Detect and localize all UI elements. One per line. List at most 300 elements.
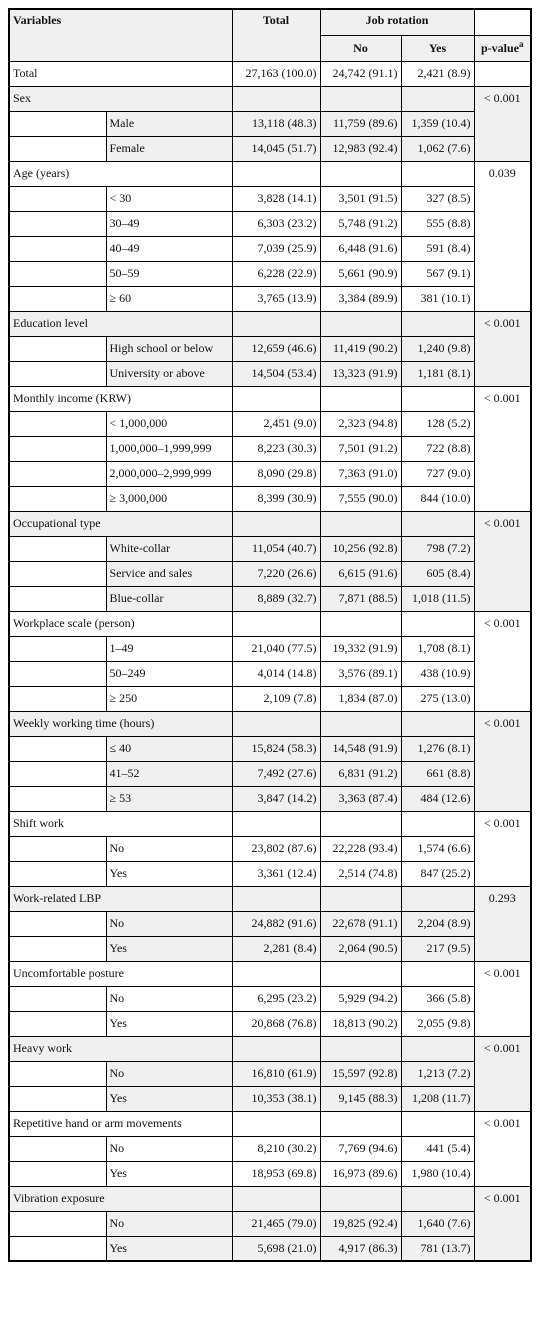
row-yes: 605 (8.4): [401, 561, 474, 586]
row-no: 19,825 (92.4): [320, 1211, 401, 1236]
table-row: [9, 911, 531, 936]
p-value-cell: < 0.001: [474, 86, 531, 161]
group-empty-cell: [232, 511, 320, 536]
table-row: [9, 536, 531, 561]
indent-cell: [9, 1211, 106, 1236]
group-empty-cell: [320, 711, 401, 736]
indent-cell: [9, 736, 106, 761]
row-yes: 217 (9.5): [401, 936, 474, 961]
header-p-value-footnote: a: [519, 38, 524, 49]
row-total: 21,040 (77.5): [232, 636, 320, 661]
row-total: 8,223 (30.3): [232, 436, 320, 461]
total-row-yes: 2,421 (8.9): [401, 61, 474, 86]
row-total: 23,802 (87.6): [232, 836, 320, 861]
indent-cell: [9, 861, 106, 886]
group-empty-cell: [320, 311, 401, 336]
total-row: [9, 61, 531, 86]
group-header-row: [9, 886, 531, 911]
row-no: 13,323 (91.9): [320, 361, 401, 386]
row-total: 3,828 (14.1): [232, 186, 320, 211]
row-total: 14,045 (51.7): [232, 136, 320, 161]
group-label: Sex: [9, 86, 232, 111]
group-label: Uncomfortable posture: [9, 961, 232, 986]
row-no: 5,748 (91.2): [320, 211, 401, 236]
row-label: 41–52: [106, 761, 232, 786]
table-row: [9, 1061, 531, 1086]
row-total: 6,228 (22.9): [232, 261, 320, 286]
group-empty-cell: [401, 886, 474, 911]
group-header-row: [9, 811, 531, 836]
header-total: Total: [232, 9, 320, 61]
row-no: 6,831 (91.2): [320, 761, 401, 786]
row-total: 13,118 (48.3): [232, 111, 320, 136]
group-empty-cell: [320, 961, 401, 986]
group-header-row: [9, 1186, 531, 1211]
row-no: 3,576 (89.1): [320, 661, 401, 686]
row-label: ≥ 60: [106, 286, 232, 311]
group-empty-cell: [232, 961, 320, 986]
indent-cell: [9, 211, 106, 236]
group-empty-cell: [320, 511, 401, 536]
row-total: 21,465 (79.0): [232, 1211, 320, 1236]
p-value-cell: < 0.001: [474, 611, 531, 711]
indent-cell: [9, 336, 106, 361]
row-total: 4,014 (14.8): [232, 661, 320, 686]
header-p-value: [474, 35, 531, 61]
row-no: 10,256 (92.8): [320, 536, 401, 561]
row-yes: 1,208 (11.7): [401, 1086, 474, 1111]
row-total: 20,868 (76.8): [232, 1011, 320, 1036]
group-empty-cell: [401, 811, 474, 836]
row-label: High school or below: [106, 336, 232, 361]
row-yes: 275 (13.0): [401, 686, 474, 711]
table-row: [9, 586, 531, 611]
group-empty-cell: [401, 161, 474, 186]
row-no: 7,363 (91.0): [320, 461, 401, 486]
table-row: [9, 361, 531, 386]
p-value-cell: < 0.001: [474, 511, 531, 611]
row-label: Yes: [106, 1086, 232, 1111]
header-blank: [474, 9, 531, 35]
group-empty-cell: [232, 1036, 320, 1061]
indent-cell: [9, 436, 106, 461]
group-label: Weekly working time (hours): [9, 711, 232, 736]
job-rotation-table: [8, 8, 532, 1262]
group-label: Work-related LBP: [9, 886, 232, 911]
row-total: 2,451 (9.0): [232, 411, 320, 436]
group-label: Vibration exposure: [9, 1186, 232, 1211]
row-total: 10,353 (38.1): [232, 1086, 320, 1111]
row-yes: 1,640 (7.6): [401, 1211, 474, 1236]
table-row: [9, 1236, 531, 1261]
indent-cell: [9, 836, 106, 861]
row-no: 5,661 (90.9): [320, 261, 401, 286]
table-row: [9, 211, 531, 236]
row-no: 15,597 (92.8): [320, 1061, 401, 1086]
group-header-row: [9, 711, 531, 736]
row-label: No: [106, 1136, 232, 1161]
data-table-wrapper: [8, 8, 532, 1262]
row-total: 7,220 (26.6): [232, 561, 320, 586]
indent-cell: [9, 1061, 106, 1086]
indent-cell: [9, 111, 106, 136]
table-row: [9, 1011, 531, 1036]
indent-cell: [9, 786, 106, 811]
table-body: [9, 61, 531, 1261]
group-empty-cell: [320, 1111, 401, 1136]
row-total: 8,399 (30.9): [232, 486, 320, 511]
indent-cell: [9, 761, 106, 786]
table-row: [9, 936, 531, 961]
row-label: 50–249: [106, 661, 232, 686]
table-row: [9, 1136, 531, 1161]
table-row: [9, 236, 531, 261]
p-value-cell: < 0.001: [474, 1111, 531, 1186]
indent-cell: [9, 286, 106, 311]
table-row: [9, 286, 531, 311]
row-yes: 591 (8.4): [401, 236, 474, 261]
group-empty-cell: [401, 711, 474, 736]
group-header-row: [9, 161, 531, 186]
indent-cell: [9, 1086, 106, 1111]
row-label: Yes: [106, 1011, 232, 1036]
row-no: 1,834 (87.0): [320, 686, 401, 711]
p-value-cell: 0.293: [474, 886, 531, 961]
group-label: Workplace scale (person): [9, 611, 232, 636]
row-yes: 798 (7.2): [401, 536, 474, 561]
group-empty-cell: [232, 161, 320, 186]
row-no: 22,228 (93.4): [320, 836, 401, 861]
row-total: 3,765 (13.9): [232, 286, 320, 311]
row-label: University or above: [106, 361, 232, 386]
row-label: No: [106, 911, 232, 936]
row-no: 22,678 (91.1): [320, 911, 401, 936]
header-no: No: [320, 35, 401, 61]
row-total: 14,504 (53.4): [232, 361, 320, 386]
row-total: 6,303 (23.2): [232, 211, 320, 236]
table-row: [9, 1086, 531, 1111]
indent-cell: [9, 911, 106, 936]
row-no: 3,501 (91.5): [320, 186, 401, 211]
group-empty-cell: [232, 1111, 320, 1136]
table-header: [9, 9, 531, 61]
row-total: 6,295 (23.2): [232, 986, 320, 1011]
indent-cell: [9, 236, 106, 261]
row-no: 11,759 (89.6): [320, 111, 401, 136]
p-value-cell: < 0.001: [474, 1186, 531, 1261]
group-empty-cell: [232, 886, 320, 911]
row-label: 50–59: [106, 261, 232, 286]
group-header-row: [9, 86, 531, 111]
indent-cell: [9, 136, 106, 161]
row-no: 11,419 (90.2): [320, 336, 401, 361]
indent-cell: [9, 561, 106, 586]
indent-cell: [9, 661, 106, 686]
row-label: Yes: [106, 936, 232, 961]
group-empty-cell: [320, 611, 401, 636]
indent-cell: [9, 461, 106, 486]
table-row: [9, 861, 531, 886]
row-yes: 484 (12.6): [401, 786, 474, 811]
row-yes: 1,276 (8.1): [401, 736, 474, 761]
group-empty-cell: [232, 1186, 320, 1211]
row-yes: 381 (10.1): [401, 286, 474, 311]
total-row-label: Total: [9, 61, 232, 86]
row-no: 6,448 (91.6): [320, 236, 401, 261]
row-no: 4,917 (86.3): [320, 1236, 401, 1261]
row-total: 8,889 (32.7): [232, 586, 320, 611]
row-no: 6,615 (91.6): [320, 561, 401, 586]
row-no: 12,983 (92.4): [320, 136, 401, 161]
group-empty-cell: [401, 1036, 474, 1061]
group-label: Education level: [9, 311, 232, 336]
group-label: Heavy work: [9, 1036, 232, 1061]
row-yes: 555 (8.8): [401, 211, 474, 236]
row-yes: 1,980 (10.4): [401, 1161, 474, 1186]
group-empty-cell: [320, 1036, 401, 1061]
group-label: Occupational type: [9, 511, 232, 536]
group-empty-cell: [401, 511, 474, 536]
row-yes: 661 (8.8): [401, 761, 474, 786]
row-label: 1,000,000–1,999,999: [106, 436, 232, 461]
table-row: [9, 411, 531, 436]
row-no: 9,145 (88.3): [320, 1086, 401, 1111]
row-total: 2,109 (7.8): [232, 686, 320, 711]
group-header-row: [9, 611, 531, 636]
row-label: ≥ 53: [106, 786, 232, 811]
row-no: 14,548 (91.9): [320, 736, 401, 761]
row-no: 7,555 (90.0): [320, 486, 401, 511]
indent-cell: [9, 586, 106, 611]
indent-cell: [9, 186, 106, 211]
row-total: 15,824 (58.3): [232, 736, 320, 761]
row-yes: 327 (8.5): [401, 186, 474, 211]
table-row: [9, 761, 531, 786]
indent-cell: [9, 636, 106, 661]
group-empty-cell: [320, 886, 401, 911]
header-job-rotation: Job rotation: [320, 9, 474, 35]
group-header-row: [9, 1111, 531, 1136]
row-no: 3,363 (87.4): [320, 786, 401, 811]
row-total: 18,953 (69.8): [232, 1161, 320, 1186]
row-label: No: [106, 836, 232, 861]
row-no: 18,813 (90.2): [320, 1011, 401, 1036]
indent-cell: [9, 411, 106, 436]
row-yes: 1,708 (8.1): [401, 636, 474, 661]
row-label: 40–49: [106, 236, 232, 261]
group-empty-cell: [320, 161, 401, 186]
row-label: No: [106, 986, 232, 1011]
p-value-cell: < 0.001: [474, 811, 531, 886]
row-no: 16,973 (89.6): [320, 1161, 401, 1186]
row-label: < 1,000,000: [106, 411, 232, 436]
table-row: [9, 786, 531, 811]
row-label: Male: [106, 111, 232, 136]
row-label: 1–49: [106, 636, 232, 661]
row-yes: 567 (9.1): [401, 261, 474, 286]
group-label: Shift work: [9, 811, 232, 836]
row-label: ≤ 40: [106, 736, 232, 761]
table-row: [9, 661, 531, 686]
group-empty-cell: [232, 611, 320, 636]
table-row: [9, 136, 531, 161]
group-empty-cell: [401, 611, 474, 636]
group-empty-cell: [401, 1111, 474, 1136]
group-empty-cell: [401, 1186, 474, 1211]
p-value-cell: < 0.001: [474, 1036, 531, 1111]
row-yes: 1,062 (7.6): [401, 136, 474, 161]
indent-cell: [9, 1136, 106, 1161]
p-value-cell: < 0.001: [474, 311, 531, 386]
group-empty-cell: [320, 386, 401, 411]
row-no: 5,929 (94.2): [320, 986, 401, 1011]
table-row: [9, 336, 531, 361]
row-no: 19,332 (91.9): [320, 636, 401, 661]
group-label: Age (years): [9, 161, 232, 186]
row-total: 7,492 (27.6): [232, 761, 320, 786]
row-label: No: [106, 1061, 232, 1086]
row-yes: 438 (10.9): [401, 661, 474, 686]
table-row: [9, 111, 531, 136]
header-variables: Variables: [9, 9, 232, 61]
row-label: 30–49: [106, 211, 232, 236]
row-yes: 844 (10.0): [401, 486, 474, 511]
p-value-cell: 0.039: [474, 161, 531, 311]
group-header-row: [9, 311, 531, 336]
row-label: Yes: [106, 1236, 232, 1261]
row-yes: 128 (5.2): [401, 411, 474, 436]
group-label: Repetitive hand or arm movements: [9, 1111, 232, 1136]
row-yes: 781 (13.7): [401, 1236, 474, 1261]
group-empty-cell: [320, 1186, 401, 1211]
table-row: [9, 436, 531, 461]
row-no: 2,514 (74.8): [320, 861, 401, 886]
row-label: No: [106, 1211, 232, 1236]
group-label: Monthly income (KRW): [9, 386, 232, 411]
header-p-value-label: p-value: [480, 40, 519, 55]
group-header-row: [9, 386, 531, 411]
total-row-no: 24,742 (91.1): [320, 61, 401, 86]
row-yes: 366 (5.8): [401, 986, 474, 1011]
indent-cell: [9, 1161, 106, 1186]
row-label: < 30: [106, 186, 232, 211]
group-empty-cell: [320, 811, 401, 836]
p-value-cell: < 0.001: [474, 386, 531, 511]
group-header-row: [9, 511, 531, 536]
group-empty-cell: [232, 311, 320, 336]
row-total: 7,039 (25.9): [232, 236, 320, 261]
group-empty-cell: [401, 311, 474, 336]
table-row: [9, 736, 531, 761]
header-yes: Yes: [401, 35, 474, 61]
row-total: 3,847 (14.2): [232, 786, 320, 811]
row-label: White-collar: [106, 536, 232, 561]
total-row-p: [474, 61, 531, 86]
row-yes: 1,181 (8.1): [401, 361, 474, 386]
p-value-cell: < 0.001: [474, 961, 531, 1036]
row-total: 2,281 (8.4): [232, 936, 320, 961]
group-empty-cell: [232, 711, 320, 736]
indent-cell: [9, 986, 106, 1011]
group-header-row: [9, 961, 531, 986]
row-total: 12,659 (46.6): [232, 336, 320, 361]
table-row: [9, 986, 531, 1011]
indent-cell: [9, 261, 106, 286]
row-total: 24,882 (91.6): [232, 911, 320, 936]
group-empty-cell: [401, 961, 474, 986]
indent-cell: [9, 536, 106, 561]
row-label: Yes: [106, 861, 232, 886]
row-no: 7,501 (91.2): [320, 436, 401, 461]
row-label: Service and sales: [106, 561, 232, 586]
table-row: [9, 461, 531, 486]
row-total: 5,698 (21.0): [232, 1236, 320, 1261]
row-yes: 2,204 (8.9): [401, 911, 474, 936]
table-row: [9, 1211, 531, 1236]
row-yes: 2,055 (9.8): [401, 1011, 474, 1036]
table-row: [9, 636, 531, 661]
row-yes: 441 (5.4): [401, 1136, 474, 1161]
indent-cell: [9, 1011, 106, 1036]
row-total: 11,054 (40.7): [232, 536, 320, 561]
row-yes: 1,359 (10.4): [401, 111, 474, 136]
group-header-row: [9, 1036, 531, 1061]
group-empty-cell: [320, 86, 401, 111]
row-no: 7,871 (88.5): [320, 586, 401, 611]
row-label: 2,000,000–2,999,999: [106, 461, 232, 486]
group-empty-cell: [232, 86, 320, 111]
table-row: [9, 836, 531, 861]
group-empty-cell: [232, 386, 320, 411]
row-label: ≥ 3,000,000: [106, 486, 232, 511]
row-yes: 727 (9.0): [401, 461, 474, 486]
table-row: [9, 486, 531, 511]
row-total: 3,361 (12.4): [232, 861, 320, 886]
group-empty-cell: [232, 811, 320, 836]
group-empty-cell: [401, 386, 474, 411]
table-row: [9, 186, 531, 211]
table-row: [9, 1161, 531, 1186]
row-no: 7,769 (94.6): [320, 1136, 401, 1161]
row-total: 8,090 (29.8): [232, 461, 320, 486]
row-no: 2,064 (90.5): [320, 936, 401, 961]
row-yes: 1,574 (6.6): [401, 836, 474, 861]
table-row: [9, 261, 531, 286]
row-yes: 847 (25.2): [401, 861, 474, 886]
row-yes: 1,213 (7.2): [401, 1061, 474, 1086]
row-label: Female: [106, 136, 232, 161]
row-no: 2,323 (94.8): [320, 411, 401, 436]
row-label: Blue-collar: [106, 586, 232, 611]
indent-cell: [9, 486, 106, 511]
total-row-total: 27,163 (100.0): [232, 61, 320, 86]
row-label: Yes: [106, 1161, 232, 1186]
row-yes: 722 (8.8): [401, 436, 474, 461]
table-row: [9, 561, 531, 586]
indent-cell: [9, 1236, 106, 1261]
group-empty-cell: [401, 86, 474, 111]
row-total: 8,210 (30.2): [232, 1136, 320, 1161]
row-total: 16,810 (61.9): [232, 1061, 320, 1086]
row-yes: 1,018 (11.5): [401, 586, 474, 611]
row-yes: 1,240 (9.8): [401, 336, 474, 361]
indent-cell: [9, 936, 106, 961]
table-row: [9, 686, 531, 711]
indent-cell: [9, 361, 106, 386]
p-value-cell: < 0.001: [474, 711, 531, 811]
indent-cell: [9, 686, 106, 711]
row-no: 3,384 (89.9): [320, 286, 401, 311]
